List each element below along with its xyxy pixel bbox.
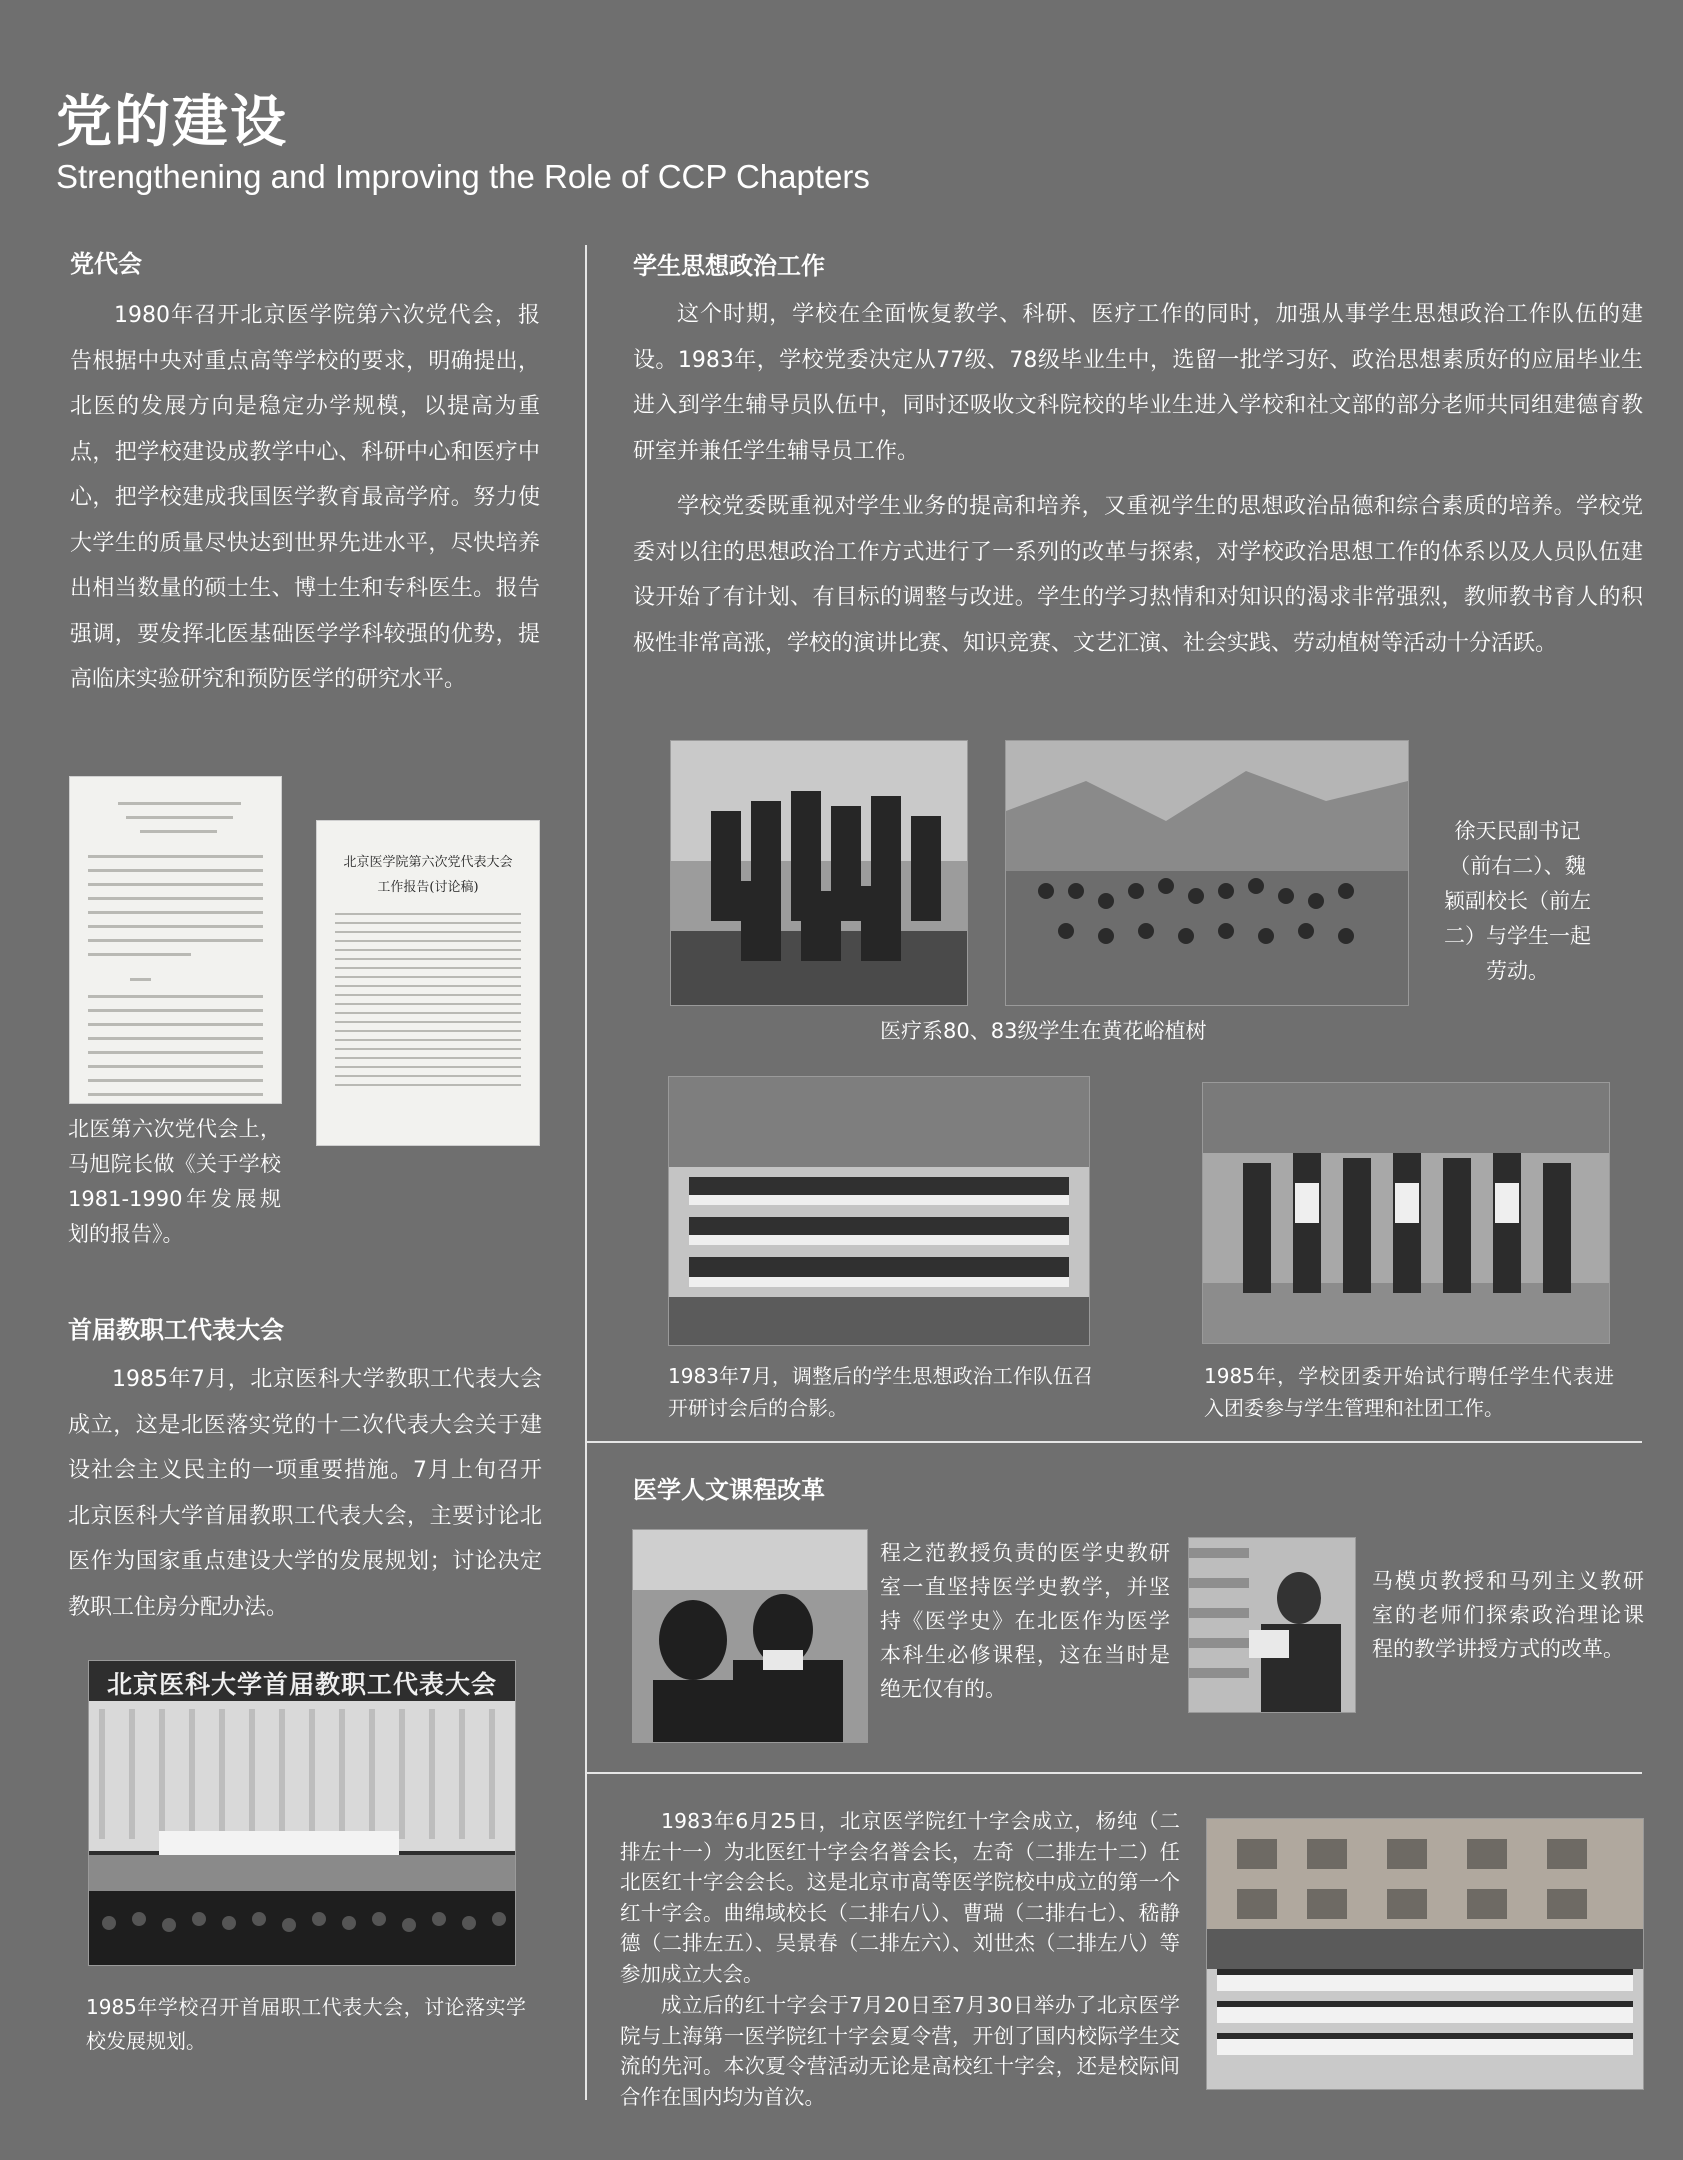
image-marxism-teacher bbox=[1189, 1538, 1355, 1712]
image-red-cross-group bbox=[1207, 1819, 1643, 2089]
congress-caption: 北医第六次党代会上，马旭院长做《关于学校1981-1990年发展规划的报告》。 bbox=[68, 1117, 281, 1246]
caption-league: 1985年，学校团委开始试行聘任学生代表进入团委参与学生管理和社团工作。 bbox=[1204, 1364, 1614, 1420]
image-students-mountain bbox=[671, 741, 967, 1005]
caption-counselor: 1983年7月，调整后的学生思想政治工作队伍召开研讨会后的合影。 bbox=[668, 1364, 1093, 1420]
congress-body: 1980年召开北京医学院第六次党代会，报告根据中央对重点高等学校的要求，明确提出，北医的发展方向是稳定办学规模，以提高为重点，把学校建设成教学中心、科研中心和医疗中心，把学校建成我国医学教育最高学府。努力使大学生的质量尽快达到世界先进水平，尽快培养出相当数量的硕士生、博士生和专科医生。报告强调，要发挥北医基础医学学科较强的优势，提高临床实验研究和预防医学的研究水平。 bbox=[70, 303, 540, 692]
section-heading-student: 学生思想政治工作 bbox=[633, 252, 825, 280]
section-heading-staff: 首届教职工代表大会 bbox=[68, 1316, 284, 1344]
document-scan-plan bbox=[69, 776, 282, 1104]
report-title-line2: 工作报告(讨论稿) bbox=[377, 880, 479, 895]
image-youth-league bbox=[1203, 1083, 1609, 1343]
banner-text: 北京医科大学首届教职工代表大会 bbox=[106, 1670, 497, 1699]
report-title-line1: 北京医学院第六次党代表大会 bbox=[343, 855, 513, 870]
section-divider-humanities bbox=[587, 1441, 1642, 1443]
column-divider bbox=[585, 245, 587, 2100]
image-tree-planting bbox=[1006, 741, 1408, 1005]
caption-planting: 医疗系80、83级学生在黄花峪植树 bbox=[880, 1019, 1207, 1043]
document-scan-report bbox=[316, 820, 540, 1146]
photo-students-group-mountain bbox=[670, 740, 968, 1006]
humanities-text1: 程之范教授负责的医学史教研室一直坚持医学史教学，并坚持《医学史》在北医作为医学本科生必修课程，这在当时是绝无仅有的。 bbox=[880, 1541, 1170, 1701]
redcross-para1: 1983年6月25日，北京医学院红十字会成立，杨纯（二排左十一）为北医红十字会名誉会长，左奇（二排左十二）任北医红十字会会长。这是北京市高等医学院校中成立的第一个红十字会。曲绵域校长（二排右八）、曹瑞（二排右七）、嵇静德（二排左五）、吴景春（二排左六）、刘世杰（二排左八）等参加成立大会。 bbox=[620, 1809, 1180, 1986]
student-para2: 学校党委既重视对学生业务的提高和培养，又重视学生的思想政治品德和综合素质的培养。学校党委对以往的思想政治工作方式进行了一系列的改革与探索，对学校政治思想工作的体系以及人员队伍建设开始了有计划、有目标的调整与改进。学生的学习热情和对知识的渴求非常强烈，教师教书育人的积极性非常高涨，学校的演讲比赛、知识竞赛、文艺汇演、社会实践、劳动植树等活动十分活跃。 bbox=[633, 494, 1643, 656]
photo-medical-history-class bbox=[632, 1529, 868, 1743]
section-heading-humanities: 医学人文课程改革 bbox=[633, 1476, 825, 1504]
image-counselor-group bbox=[669, 1077, 1089, 1345]
section-divider-redcross bbox=[587, 1772, 1642, 1774]
redcross-para2: 成立后的红十字会于7月20日至7月30日举办了北京医学院与上海第一医学院红十字会夏令营，开创了国内校际学生交流的先河。本次夏令营活动无论是高校红十字会，还是校际间合作在国内均为首次。 bbox=[620, 1993, 1180, 2109]
humanities-text2: 马模贞教授和马列主义教研室的老师们探索政治理论课程的教学讲授方式的改革。 bbox=[1372, 1569, 1644, 1661]
student-para1: 这个时期，学校在全面恢复教学、科研、医疗工作的同时，加强从事学生思想政治工作队伍的建设。1983年，学校党委决定从77级、78级毕业生中，选留一批学习好、政治思想素质好的应届毕业生进入到学生辅导员队伍中，同时还吸收文科院校的毕业生进入学校和社文部的部分老师共同组建德育教研室并兼任学生辅导员工作。 bbox=[633, 302, 1643, 464]
photo-tree-planting bbox=[1005, 740, 1409, 1006]
page-subtitle: Strengthening and Improving the Role of CCP Chapters bbox=[56, 158, 870, 195]
staff-body: 1985年7月，北京医科大学教职工代表大会成立，这是北医落实党的十二次代表大会关于建设社会主义民主的一项重要措施。7月上旬召开北京医科大学首届教职工代表大会，主要讨论北医作为国家重点建设大学的发展规划；讨论决定教职工住房分配办法。 bbox=[68, 1367, 542, 1620]
auditorium-image bbox=[89, 1661, 515, 1965]
photo-youth-league bbox=[1202, 1082, 1610, 1344]
photo-staff-congress bbox=[88, 1660, 516, 1966]
photo-marxism-teacher bbox=[1188, 1537, 1356, 1713]
caption-labor: 徐天民副书记（前右二）、魏颖副校长（前左二）与学生一起劳动。 bbox=[1444, 819, 1591, 983]
image-medical-history bbox=[633, 1530, 867, 1742]
page-title: 党的建设 bbox=[56, 90, 288, 155]
photo-counselor-meeting bbox=[668, 1076, 1090, 1346]
section-heading-congress: 党代会 bbox=[70, 250, 142, 278]
photo-red-cross-founding bbox=[1206, 1818, 1644, 2090]
staff-caption: 1985年学校召开首届职工代表大会，讨论落实学校发展规划。 bbox=[86, 1995, 526, 2053]
